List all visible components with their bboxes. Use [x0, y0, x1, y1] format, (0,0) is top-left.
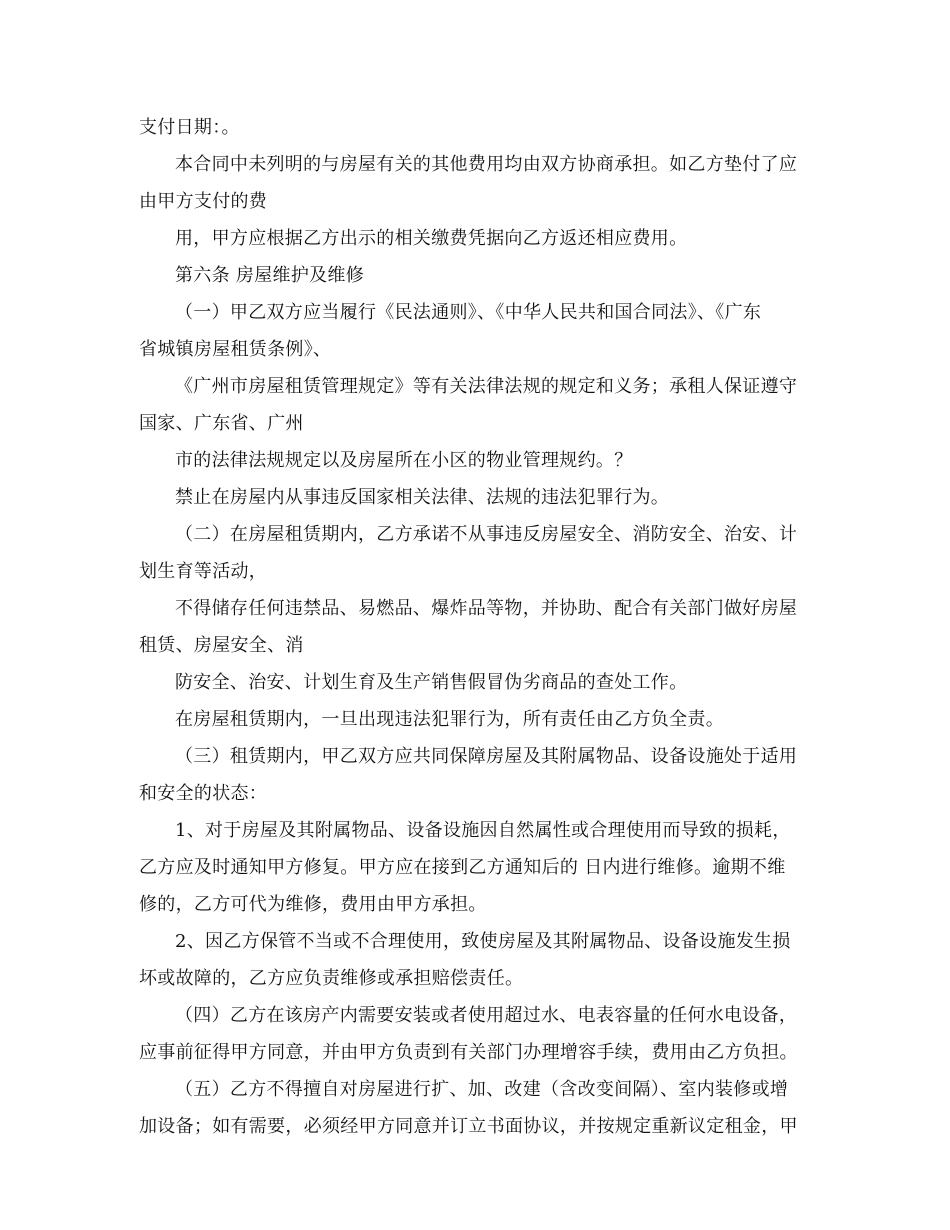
text-line: 本合同中未列明的与房屋有关的其他费用均由双方协商承担。如乙方垫付了应	[175, 154, 798, 175]
text-line: 租赁、房屋安全、消	[139, 635, 304, 656]
text-line: （三）租赁期内，甲乙双方应共同保障房屋及其附属物品、设备设施处于适用	[175, 746, 798, 767]
text-line: 省城镇房屋租赁条例》、	[139, 339, 332, 360]
text-line: 《广州市房屋租赁管理规定》等有关法律法规的规定和义务；承租人保证遵守	[175, 376, 798, 397]
text-line: 应事前征得甲方同意，并由甲方负责到有关部门办理增容手续，费用由乙方负担。	[139, 1042, 798, 1063]
text-line: 加设备；如有需要，必须经甲方同意并订立书面协议，并按规定重新议定租金，甲	[139, 1116, 798, 1137]
text-line: 国家、广东省、广州	[139, 413, 304, 434]
text-line: 禁止在房屋内从事违反国家相关法律、法规的违法犯罪行为。	[175, 487, 670, 508]
text-line: 1、对于房屋及其附属物品、设备设施因自然属性或合理使用而导致的损耗，	[175, 820, 791, 841]
text-line: 坏或故障的，乙方应负责维修或承担赔偿责任。	[139, 968, 524, 989]
text-line: 2、因乙方保管不当或不合理使用，致使房屋及其附属物品、设备设施发生损	[175, 931, 791, 952]
text-line: 用，甲方应根据乙方出示的相关缴费凭据向乙方返还相应费用。	[175, 228, 688, 249]
text-line: 支付日期：。	[139, 117, 240, 138]
text-line: 防安全、治安、计划生育及生产销售假冒伪劣商品的查处工作。	[175, 672, 688, 693]
text-line: 乙方应及时通知甲方修复。甲方应在接到乙方通知后的 日内进行维修。逾期不维	[139, 857, 786, 878]
section-heading: 第六条 房屋维护及维修	[175, 265, 365, 286]
text-line: 修的，乙方可代为维修，费用由甲方承担。	[139, 894, 487, 915]
text-line: 和安全的状态：	[139, 783, 268, 804]
text-line: （四）乙方在该房产内需要安装或者使用超过水、电表容量的任何水电设备，	[175, 1005, 798, 1026]
text-line: 划生育等活动，	[139, 561, 268, 582]
text-line: 市的法律法规规定以及房屋所在小区的物业管理规约。？	[175, 450, 633, 471]
text-line: 在房屋租赁期内，一旦出现违法犯罪行为，所有责任由乙方负全责。	[175, 709, 724, 730]
text-line: 不得储存任何违禁品、易燃品、爆炸品等物，并协助、配合有关部门做好房屋	[175, 598, 798, 619]
text-line: （一）甲乙双方应当履行《民法通则》、《中华人民共和国合同法》、《广东	[175, 302, 762, 323]
text-line: （二）在房屋租赁期内，乙方承诺不从事违反房屋安全、消防安全、治安、计	[175, 524, 798, 545]
text-line: 由甲方支付的费	[139, 191, 268, 212]
text-line: （五）乙方不得擅自对房屋进行扩、加、改建（含改变间隔）、室内装修或增	[175, 1079, 789, 1100]
